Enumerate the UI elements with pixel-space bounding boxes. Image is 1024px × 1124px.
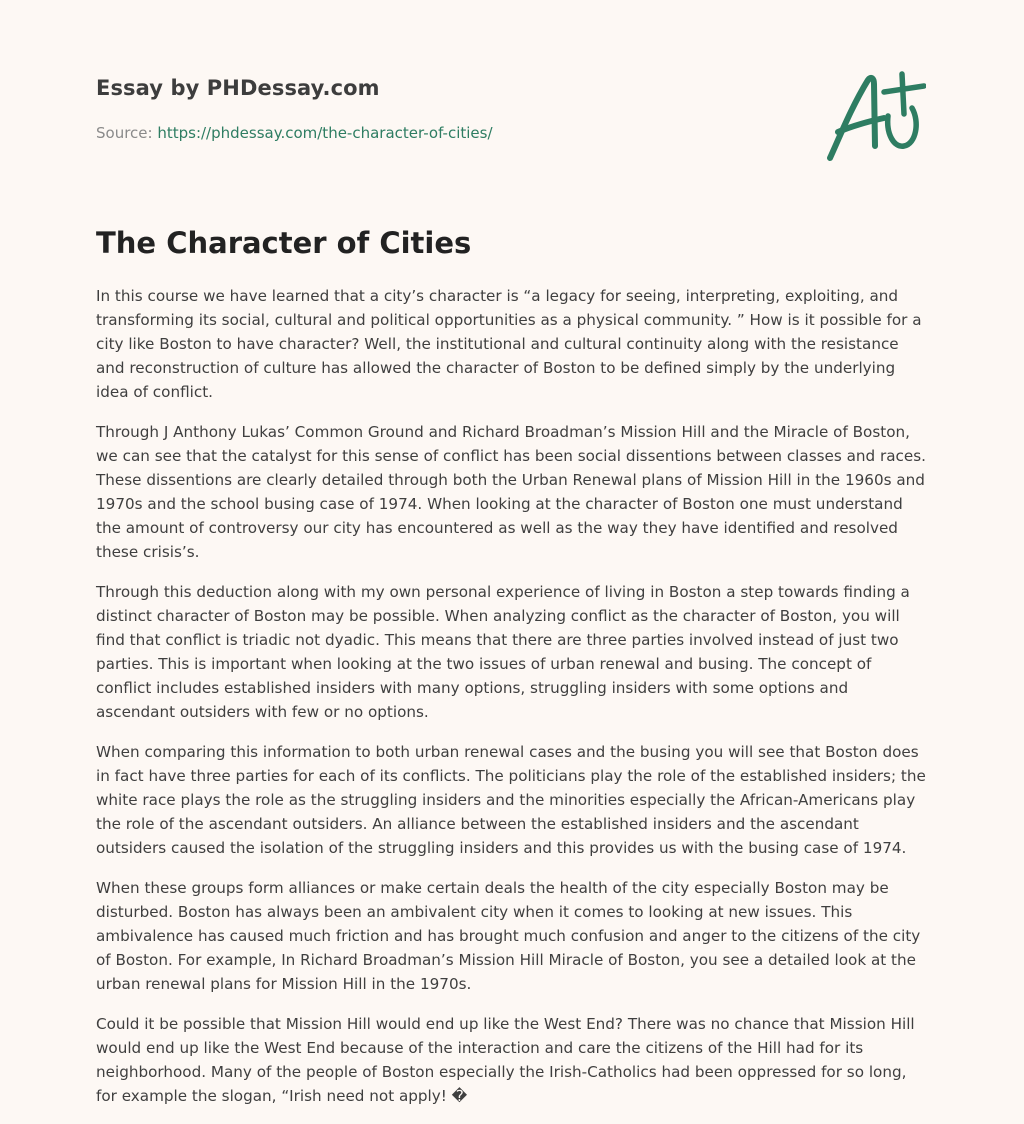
essay-paragraph: Could it be possible that Mission Hill would end up like the West End? There was no chance that Mission Hill would end up like the West End because of the interaction and care the citizens of the Hill had for its neighborhood. Many of the people of Boston especially the Irish-Catholics had been oppressed for so long, for example the slogan, “Irish need not apply! � — [96, 1015, 915, 1105]
essay-paragraph: When these groups form alliances or make certain deals the health of the city especially Boston may be disturbed. Boston has always been an ambivalent city when it comes to looking at new issues. This ambivalence has caused much friction and has brought much confusion and anger to the citizens of the city of Boston. For example, In Richard Broadman’s Mission Hill Miracle of Boston, you see a detailed look at the urban renewal plans for Mission Hill in the 1970s. — [96, 879, 921, 993]
essay-paragraph: Through this deduction along with my own personal experience of living in Boston a step towards finding a distinct character of Boston may be possible. When analyzing conflict as the character of Boston, you will find that conflict is triadic not dyadic. This means that there are three parties involved instead of just two parties. This is important when looking at the two issues of urban renewal and busing. The concept of conflict includes established insiders with many options, struggling insiders with some options and ascendant outsiders with few or no options. — [96, 583, 910, 721]
source-link[interactable]: https://phdessay.com/the-character-of-cities/ — [157, 124, 493, 142]
source-line — [96, 124, 493, 142]
page-header — [96, 0, 930, 180]
essay-paragraph: Through J Anthony Lukas’ Common Ground and Richard Broadman’s Mission Hill and the Miracle of Boston, we can see that the catalyst for this sense of conflict has been social dissentions between classes and races. These dissentions are clearly detailed through both the Urban Renewal plans of Mission Hill in the 1960s and 1970s and the school busing case of 1974. When looking at the character of Boston one must understand the amount of controversy our city has encountered as well as the way they have identified and resolved these crisis’s. — [96, 423, 926, 561]
essay-page — [96, 0, 930, 1105]
site-title: Essay by PHDessay.com — [96, 76, 380, 100]
essay-body — [96, 284, 930, 1124]
essay-title: The Character of Cities — [96, 226, 472, 260]
source-label: Source: — [96, 124, 158, 142]
a-plus-grade-icon — [822, 66, 926, 170]
essay-paragraph: When comparing this information to both urban renewal cases and the busing you will see that Boston does in fact have three parties for each of its conflicts. The politicians play the role of the established insiders; the white race plays the role as the struggling insiders and the minorities especially the African-Americans play the role of the ascendant outsiders. An alliance between the established insiders and the ascendant outsiders caused the isolation of the struggling insiders and this provides us with the busing case of 1974. — [96, 743, 926, 857]
essay-paragraph: In this course we have learned that a city’s character is “a legacy for seeing, interpreting, exploiting, and transforming its social, cultural and political opportunities as a physical community. ” How is it possible for a city like Boston to have character? Well, the institutional and cultural continuity along with the resistance and reconstruction of culture has allowed the character of Boston to be defined simply by the underlying idea of conflict. — [96, 287, 922, 401]
